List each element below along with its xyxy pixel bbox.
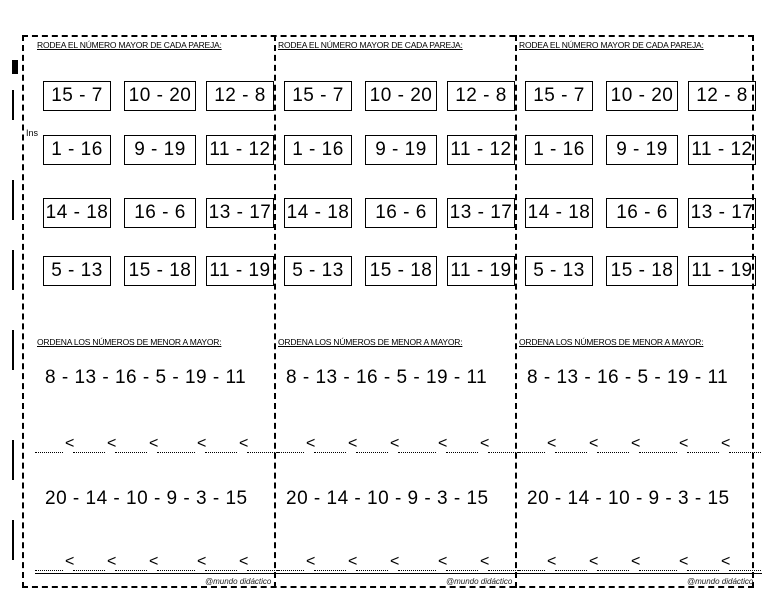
answer-blank[interactable] [555,569,587,571]
less-than-sign: < [438,435,448,452]
number-pair-box[interactable]: 9 - 19 [124,135,196,165]
credit-text: @mundo didáctico [446,577,513,586]
number-pair-box[interactable]: 15 - 7 [43,81,111,111]
answer-blank[interactable] [639,451,677,453]
number-pair-box[interactable]: 11 - 19 [206,256,274,286]
answer-blanks[interactable] [35,555,280,571]
credit-text: @mundo didáctico [687,577,754,586]
left-stub-text: Ins [26,128,39,138]
number-pair-box[interactable]: 14 - 18 [284,198,352,228]
cut-line [274,35,276,588]
number-pair-box[interactable]: 5 - 13 [525,256,593,286]
number-pair-box[interactable]: 16 - 6 [365,198,437,228]
worksheet-copy [517,35,762,588]
answer-blank[interactable] [276,451,304,453]
less-than-sign: < [65,553,75,570]
answer-blank[interactable] [73,451,105,453]
answer-blank[interactable] [446,569,478,571]
number-sequence: 8 - 13 - 16 - 5 - 19 - 11 [527,367,729,388]
number-pair-box[interactable]: 14 - 18 [525,198,593,228]
answer-blank[interactable] [687,451,719,453]
answer-blank[interactable] [597,451,629,453]
number-pair-box[interactable]: 5 - 13 [43,256,111,286]
number-sequence: 20 - 14 - 10 - 9 - 3 - 15 [45,488,248,509]
number-pair-box[interactable]: 10 - 20 [606,81,678,111]
answer-blank[interactable] [205,569,237,571]
number-pair-box[interactable]: 11 - 12 [688,135,756,165]
answer-blank[interactable] [314,569,346,571]
number-pair-box[interactable]: 11 - 19 [447,256,515,286]
less-than-sign: < [480,553,490,570]
less-than-sign: < [348,553,358,570]
answer-blanks[interactable] [517,555,762,571]
less-than-sign: < [547,553,557,570]
less-than-sign: < [306,435,316,452]
answer-blank[interactable] [115,569,147,571]
number-sequence: 20 - 14 - 10 - 9 - 3 - 15 [286,488,489,509]
less-than-sign: < [631,435,641,452]
answer-blank[interactable] [517,451,545,453]
answer-blank[interactable] [205,451,237,453]
number-pair-box[interactable]: 1 - 16 [43,135,111,165]
order-instruction: ORDENA LOS NÚMEROS DE MENOR A MAYOR: [37,337,222,347]
less-than-sign: < [107,435,117,452]
circle-instruction: RODEA EL NÚMERO MAYOR DE CADA PAREJA: [278,40,463,50]
number-pair-box[interactable]: 15 - 18 [606,256,678,286]
order-instruction: ORDENA LOS NÚMEROS DE MENOR A MAYOR: [278,337,463,347]
answer-blank[interactable] [517,569,545,571]
number-pair-box[interactable]: 15 - 7 [284,81,352,111]
less-than-sign: < [348,435,358,452]
answer-blank[interactable] [687,569,719,571]
answer-blank[interactable] [35,451,63,453]
answer-blanks[interactable] [517,437,762,453]
order-instruction: ORDENA LOS NÚMEROS DE MENOR A MAYOR: [519,337,704,347]
answer-blank[interactable] [398,569,436,571]
number-sequence: 8 - 13 - 16 - 5 - 19 - 11 [286,367,488,388]
less-than-sign: < [149,435,159,452]
number-pair-box[interactable]: 1 - 16 [284,135,352,165]
margin-tick [12,180,14,220]
answer-blank[interactable] [729,569,761,571]
number-pair-box[interactable]: 16 - 6 [606,198,678,228]
less-than-sign: < [547,435,557,452]
answer-blank[interactable] [356,451,388,453]
less-than-sign: < [390,553,400,570]
less-than-sign: < [631,553,641,570]
less-than-sign: < [65,435,75,452]
less-than-sign: < [239,435,249,452]
number-pair-box[interactable]: 12 - 8 [447,81,515,111]
answer-blanks[interactable] [35,437,280,453]
answer-blank[interactable] [729,451,761,453]
number-pair-box[interactable]: 13 - 17 [688,198,756,228]
answer-blanks[interactable] [276,437,521,453]
margin-tick [12,90,14,120]
answer-blank[interactable] [555,451,587,453]
answer-blank[interactable] [115,451,147,453]
answer-blank[interactable] [398,451,436,453]
less-than-sign: < [589,435,599,452]
number-pair-box[interactable]: 14 - 18 [43,198,111,228]
number-pair-box[interactable]: 1 - 16 [525,135,593,165]
less-than-sign: < [197,435,207,452]
number-pair-box[interactable]: 10 - 20 [365,81,437,111]
worksheet-copy [276,35,521,588]
number-pair-box[interactable]: 11 - 12 [447,135,515,165]
answer-blank[interactable] [314,451,346,453]
less-than-sign: < [390,435,400,452]
answer-blank[interactable] [157,569,195,571]
answer-blank[interactable] [597,569,629,571]
credit-text: @mundo didáctico [205,577,272,586]
number-pair-box[interactable]: 16 - 6 [124,198,196,228]
number-pair-box[interactable]: 9 - 19 [606,135,678,165]
number-pair-box[interactable]: 12 - 8 [688,81,756,111]
margin-tick [12,440,14,480]
answer-blank[interactable] [73,569,105,571]
less-than-sign: < [721,435,731,452]
corner-mark [12,60,18,74]
number-pair-box[interactable]: 9 - 19 [365,135,437,165]
circle-instruction: RODEA EL NÚMERO MAYOR DE CADA PAREJA: [37,40,222,50]
answer-blanks[interactable] [276,555,521,571]
less-than-sign: < [239,553,249,570]
less-than-sign: < [589,553,599,570]
circle-instruction: RODEA EL NÚMERO MAYOR DE CADA PAREJA: [519,40,704,50]
number-pair-box[interactable]: 5 - 13 [284,256,352,286]
margin-tick [12,250,14,290]
less-than-sign: < [197,553,207,570]
number-pair-box[interactable]: 11 - 19 [688,256,756,286]
less-than-sign: < [679,553,689,570]
answer-blank[interactable] [35,569,63,571]
margin-tick [12,520,14,560]
less-than-sign: < [480,435,490,452]
less-than-sign: < [306,553,316,570]
margin-tick [12,330,14,370]
answer-blank[interactable] [446,451,478,453]
answer-blank[interactable] [276,569,304,571]
number-pair-box[interactable]: 13 - 17 [206,198,274,228]
less-than-sign: < [438,553,448,570]
number-pair-box[interactable]: 13 - 17 [447,198,515,228]
less-than-sign: < [721,553,731,570]
answer-blank[interactable] [157,451,195,453]
less-than-sign: < [149,553,159,570]
number-pair-box[interactable]: 15 - 7 [525,81,593,111]
number-sequence: 20 - 14 - 10 - 9 - 3 - 15 [527,488,730,509]
number-pair-box[interactable]: 15 - 18 [124,256,196,286]
answer-blank[interactable] [356,569,388,571]
number-pair-box[interactable]: 15 - 18 [365,256,437,286]
worksheet-copy [35,35,280,588]
cut-line [515,35,517,588]
number-pair-box[interactable]: 11 - 12 [206,135,274,165]
less-than-sign: < [107,553,117,570]
answer-blank[interactable] [639,569,677,571]
less-than-sign: < [679,435,689,452]
number-pair-box[interactable]: 12 - 8 [206,81,274,111]
number-pair-box[interactable]: 10 - 20 [124,81,196,111]
number-sequence: 8 - 13 - 16 - 5 - 19 - 11 [45,367,247,388]
